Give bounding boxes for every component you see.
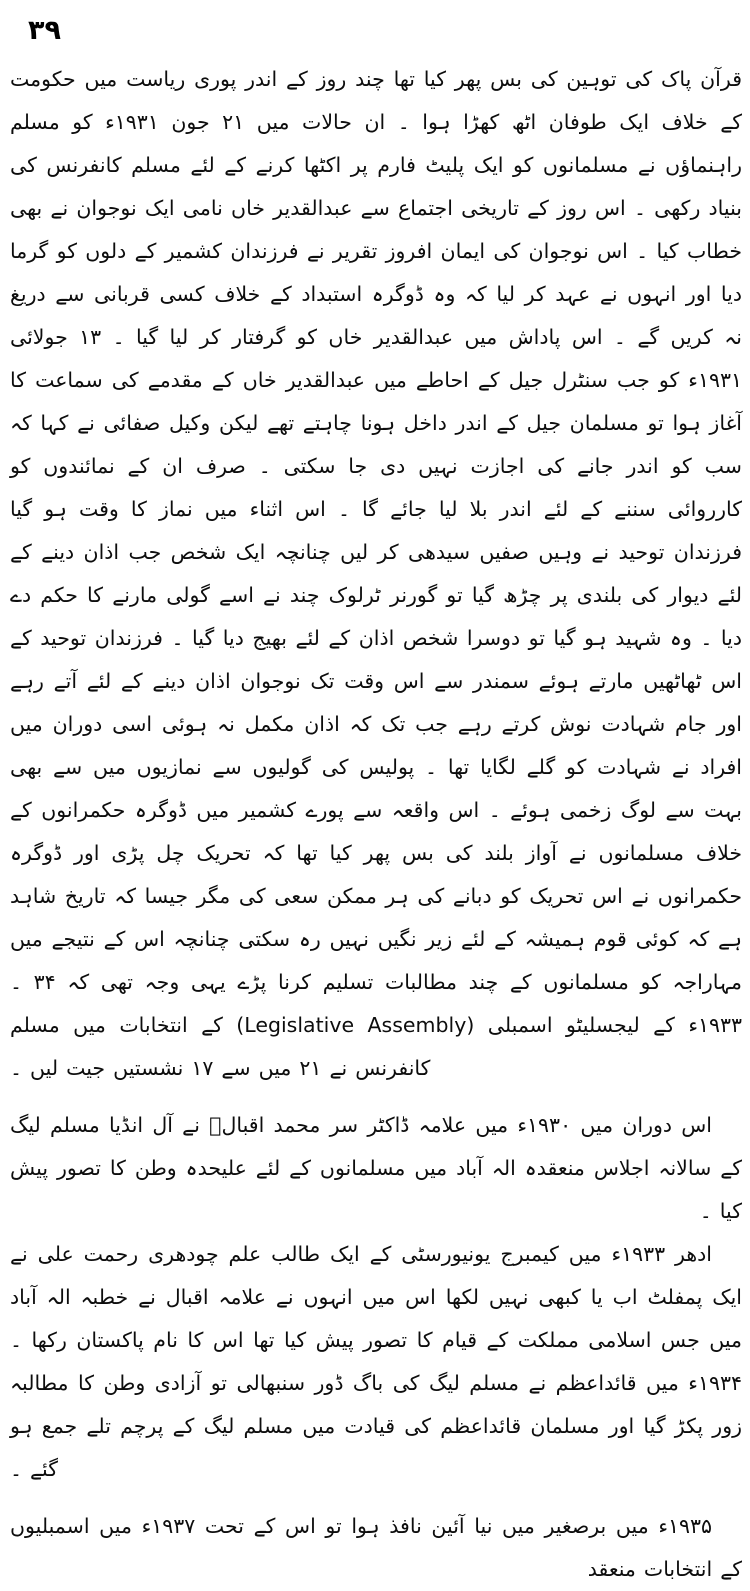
paragraph-kashmir-movement: قرآن پاک کی توہین کی بس پھر کیا تھا چند روز کے اندر پوری ریاست میں حکومت کے خلاف ایک طوفان اٹھ کھڑا ہوا ۔ ان حالات میں ۲۱ جون ۱۹۳۱ء کو مسلم راہنماؤں نے مسلمانوں کو ایک پلیٹ فارم پر اکٹھا کرنے کے لئے مسلم کانفرنس کی بنیاد رکھی ۔ اس روز کے تاریخی اجتماع سے عبدالقدیر خاں نامی ایک نوجوان نے بھی خطاب کیا ۔ اس نوجوان کی ایمان افروز تقریر نے فرزندان کشمیر کے دلوں کو گرما دیا اور انہوں نے عہد کر لیا کہ وہ ڈوگرہ استبداد کے خلاف کسی قربانی سے دریغ نہ کریں گے ۔ اس پاداش میں عبدالقدیر خاں کو گرفتار کر لیا گیا ۔ ۱۳ جولائی ۱۹۳۱ء کو جب سنٹرل جیل کے احاطے میں عبدالقدیر خاں کے مقدمے کی سماعت کا آغاز ہوا تو مسلمان جیل کے اندر داخل ہونا چاہتے تھے لیکن وکیل صفائی نے کہا کہ سب کو اندر جانے کی اجازت نہیں دی جا سکتی ۔ صرف ان کے نمائندوں کو کارروائی سننے کے لئے اندر بلا لیا جائے گا ۔ اس اثناء میں نماز کا وقت ہو گیا فرزندان توحید نے وہیں صفیں سیدھی کر لیں چنانچہ ایک شخص جب اذان دینے کے لئے دیوار کی بلندی پر چڑھ گیا تو گورنر ٹرلوک چند نے اسے گولی مارنے کا حکم دے دیا ۔ وہ شہید ہو گیا تو دوسرا شخص اذان کے لئے بھیج دیا گیا ۔ فرزندان توحید کے اس ٹھاٹھیں مارتے ہوئے سمندر سے اس وقت تک نوجوان اذان دینے کے لئے آتے رہے اور جام شہادت نوش کرتے رہے جب تک کہ اذان مکمل نہ ہوئی اسی دوران میں افراد نے شہادت کو گلے لگایا تھا ۔ پولیس کی گولیوں سے نمازیوں میں سے بھی بہت سے لوگ زخمی ہوئے ۔ اس واقعہ سے پورے کشمیر میں ڈوگرہ حکمرانوں کے خلاف مسلمانوں نے آواز بلند کی بس پھر کیا تھا کہ تحریک چل پڑی اور ڈوگرہ حکمرانوں نے اس تحریک کو دبانے کی ہر ممکن سعی کی مگر جیسا کہ تاریخ شاہد ہے کہ کوئی قوم ہمیشہ کے لئے زیر نگیں نہیں رہ سکتی چنانچہ اس کے نتیجے میں مہاراجہ کو مسلمانوں کے چند مطالبات تسلیم کرنا پڑے یہی وجہ تھی کہ ۳۴ ۔ ۱۹۳۳ء کے لیجسلیٹو اسمبلی (Legislative Assembly) کے انتخابات میں مسلم کانفرنس نے ۲۱ میں سے ۱۷ نشستیں جیت لیں ۔ bbox=[10, 67, 743, 1080]
paragraph-new-constitution-1935: ۱۹۳۵ء میں برصغیر میں نیا آئین نافذ ہوا تو اس کے تحت ۱۹۳۷ء میں اسمبلیوں کے انتخابات منعقد bbox=[10, 1514, 742, 1581]
body-text bbox=[10, 58, 742, 1591]
paragraph-allama-iqbal-allahabad: اس دوران میں ۱۹۳۰ء میں علامہ ڈاکٹر سر محمد اقبالؒ نے آل انڈیا مسلم لیگ کے سالانہ اجلاس منعقدہ الہ آباد میں مسلمانوں کے لئے علیحدہ وطن کا تصور پیش کیا ۔ bbox=[10, 1113, 742, 1223]
paragraph-rahmat-ali-pakistan: ادھر ۱۹۳۳ء میں کیمبرج یونیورسٹی کے ایک طالب علم چودھری رحمت علی نے ایک پمفلٹ اب یا کبھی نہیں لکھا اس میں انہوں نے علامہ اقبال نے خطبہ الہ آباد میں جس اسلامی مملکت کے قیام کا تصور پیش کیا تھا اس کا نام پاکستان رکھا ۔ ۱۹۳۴ء میں قائداعظم نے مسلم لیگ کی باگ ڈور سنبھالی تو آزادی وطن کا مطالبہ زور پکڑ گیا اور مسلمان قائداعظم کی قیادت میں مسلم لیگ کے پرچم تلے جمع ہو گئے ۔ bbox=[10, 1242, 742, 1481]
page-number: ۳۹ bbox=[28, 15, 61, 46]
